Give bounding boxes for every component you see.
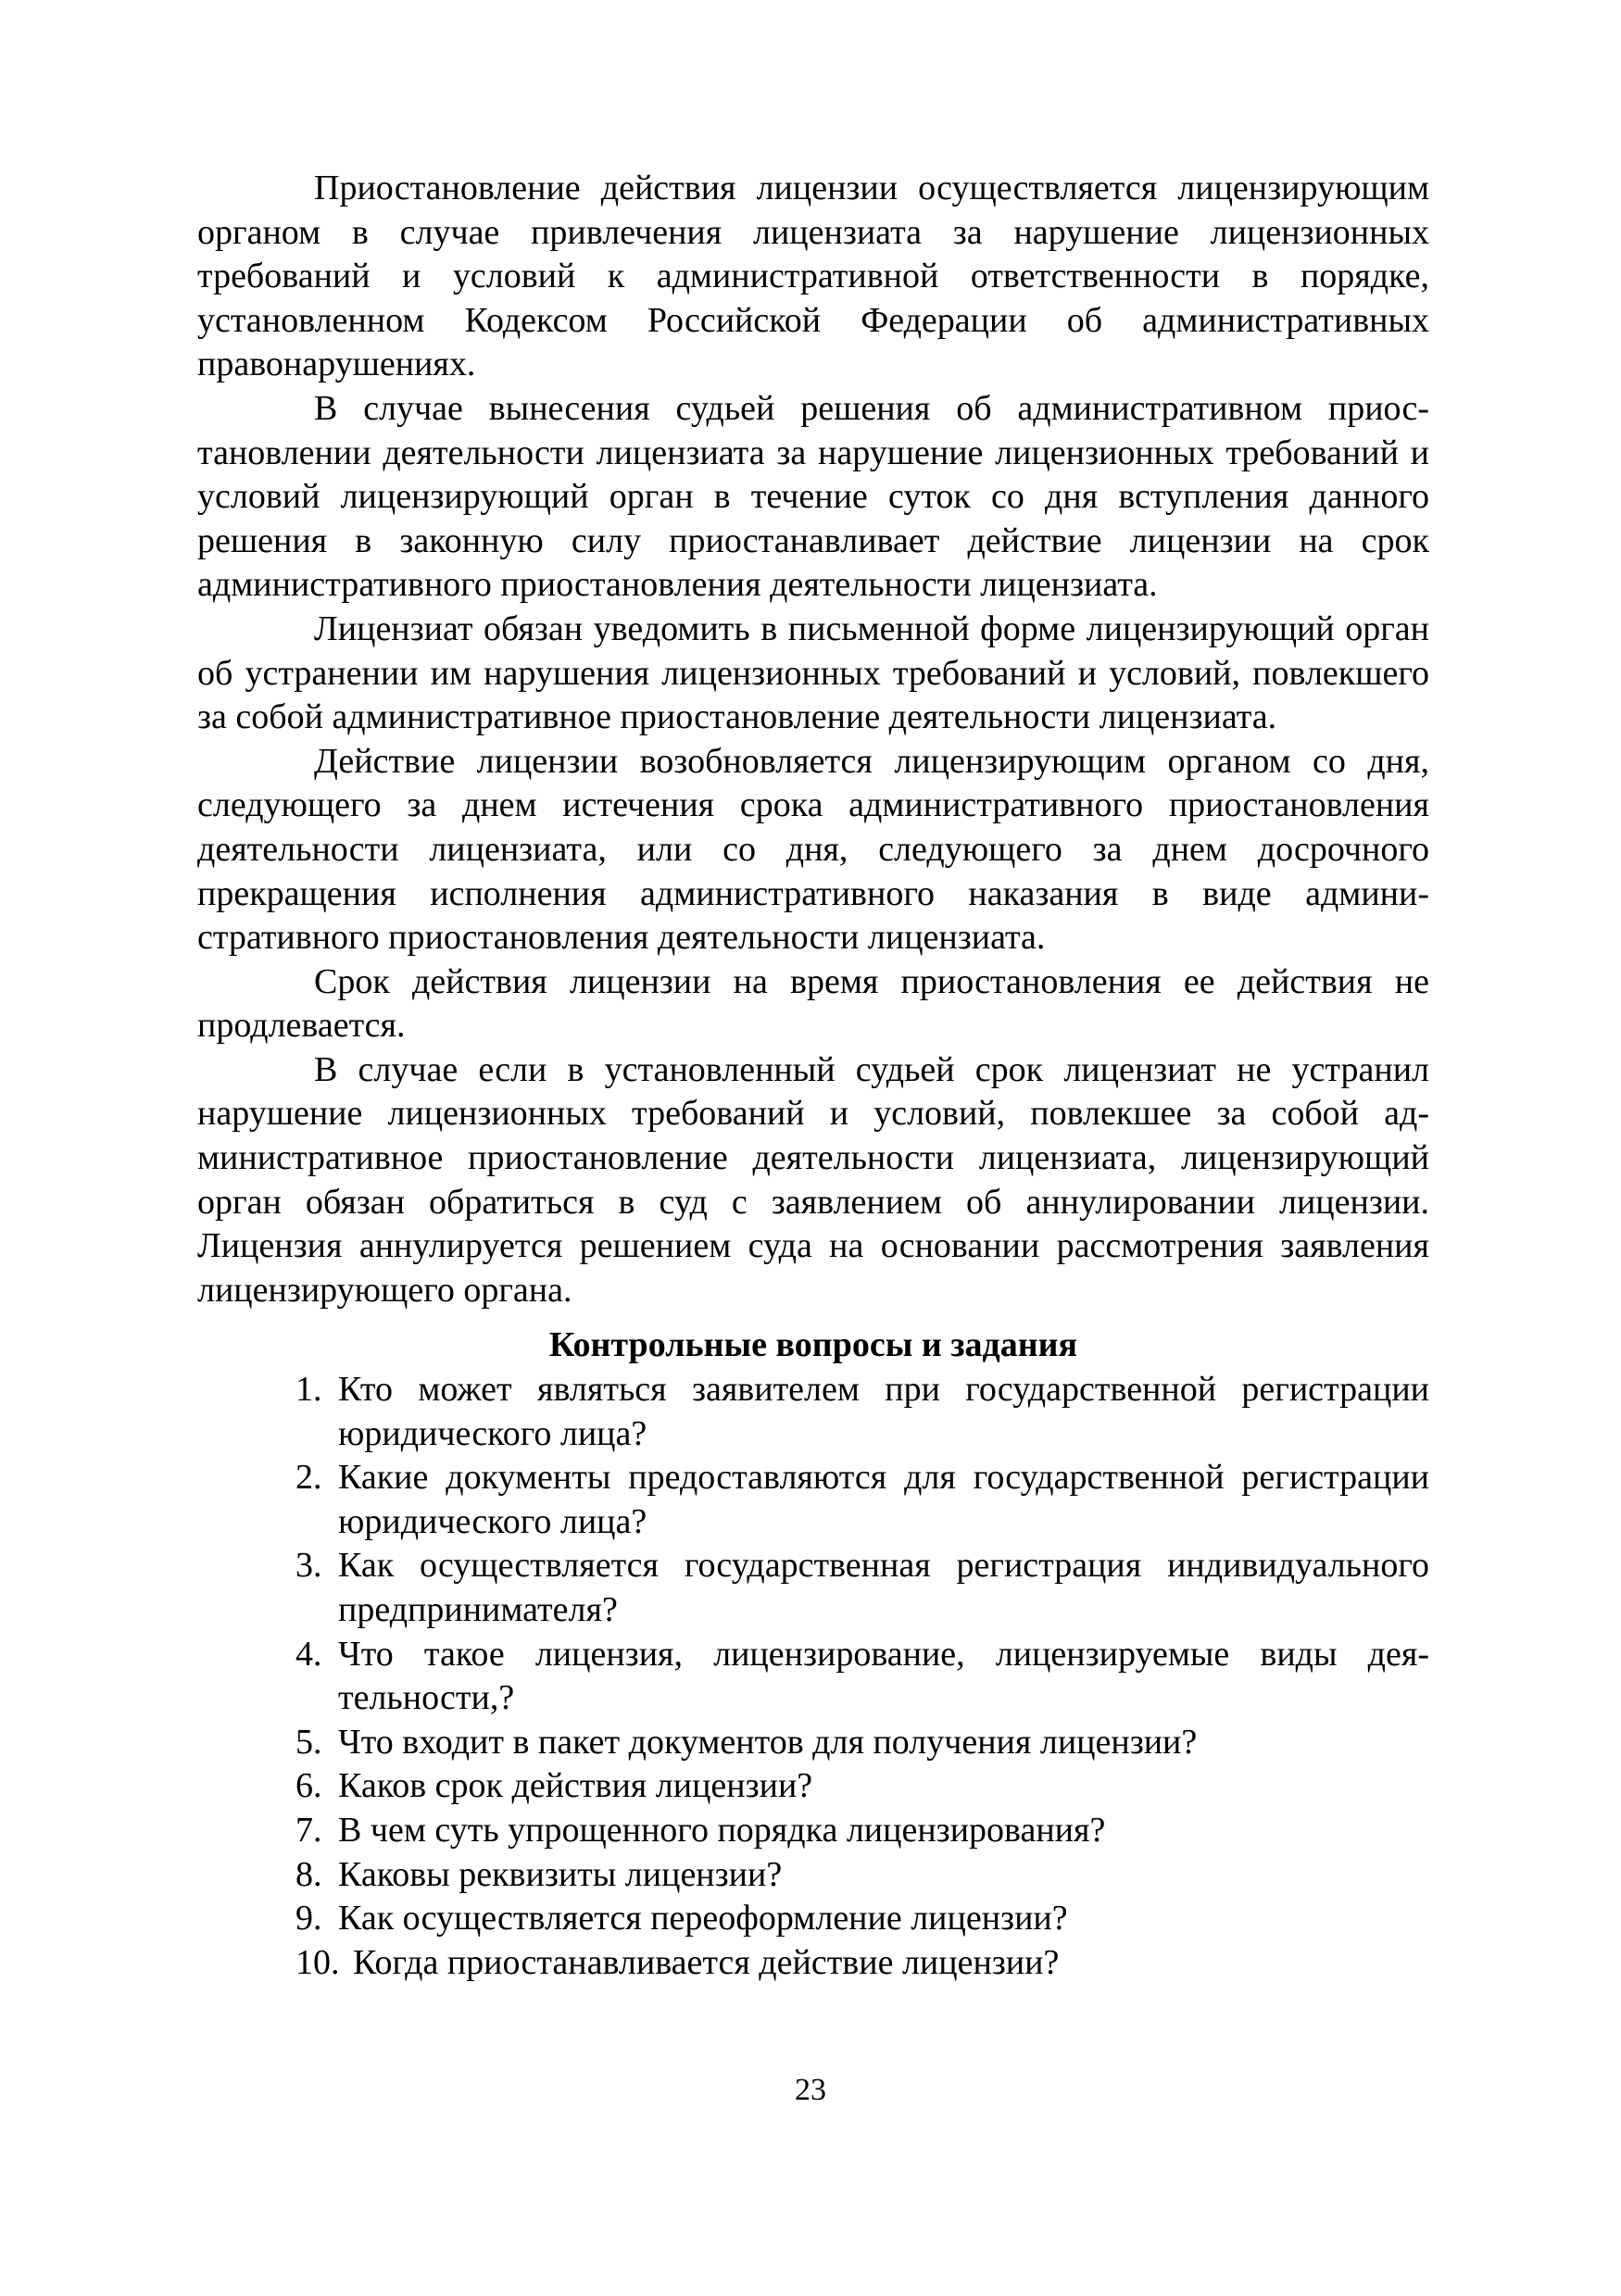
question-number: 1.	[295, 1370, 322, 1410]
question-text: Каковы реквизиты лицензии?	[338, 1854, 783, 1894]
question-item-7	[295, 1809, 1429, 1853]
question-text: В чем суть упрощенного порядка лицензирования?	[338, 1810, 1106, 1850]
question-item-1	[295, 1368, 1429, 1456]
section-heading: Контрольные вопросы и задания	[548, 1325, 1078, 1365]
question-number: 5.	[295, 1722, 322, 1762]
question-text: Что такое лицензия, лицензирование, лицензируемые виды деятельности,?	[338, 1634, 1429, 1718]
question-number: 9.	[295, 1899, 322, 1938]
question-number: 7.	[295, 1810, 322, 1850]
question-number: 2.	[295, 1458, 322, 1498]
question-text: Какие документы предоставляются для государственной регистрации юридического лица?	[338, 1458, 1429, 1541]
question-number: 4.	[295, 1634, 322, 1674]
question-text: Как осуществляется переоформление лицензии?	[338, 1899, 1068, 1938]
questions-list	[197, 1368, 1429, 1985]
question-item-8	[295, 1853, 1429, 1898]
question-number: 3.	[295, 1546, 322, 1586]
question-item-9	[295, 1897, 1429, 1941]
question-item-6	[295, 1764, 1429, 1809]
question-text: Что входит в пакет документов для получения лицензии?	[338, 1722, 1198, 1762]
question-text: Кто может являться заявителем при государственной регистрации юридического лица?	[338, 1370, 1429, 1453]
paragraph-4: Действие лицензии возобновляется лицензирующим органом со дня, следующего за днем истечения срока административного приостановления деятельности лицензиата, или со дня, следующего за днем досрочного прекращения исполнения административного наказания в виде административного приостановления деятельности лицензиата.	[197, 741, 1429, 958]
question-text: Каков срок действия лицензии?	[338, 1766, 813, 1806]
question-item-2	[295, 1456, 1429, 1544]
page-number: 23	[795, 2073, 826, 2107]
question-text: Как осуществляется государственная регистрация индивидуального предпринимателя?	[338, 1546, 1429, 1629]
question-text: Когда приостанавливается действие лицензии?	[353, 1942, 1060, 1982]
question-number: 6.	[295, 1766, 322, 1806]
page-body	[197, 167, 1429, 1985]
paragraph-6: В случае если в установленный судьей срок лицензиат не устранил нарушение лицензионных требований и условий, повлекшее за собой административное приостановление деятельности лицензиата, лицензирующий орган обязан обратиться в суд с заявлением об аннулировании лицензии. Лицензия аннулируется решением суда на основании рассмотрения заявления лицензирующего органа.	[197, 1049, 1429, 1310]
question-item-5	[295, 1721, 1429, 1765]
question-number: 10.	[295, 1942, 340, 1982]
paragraph-3: Лицензиат обязан уведомить в письменной форме лицензирующий орган об устранении им нарушения лицензионных требований и условий, повлекшего за собой административное приостановление деятельности лицензиата.	[197, 609, 1429, 737]
paragraph-2: В случае вынесения судьей решения об административном приостановлении деятельности лицензиата за нарушение лицензионных требований и условий лицензирующий орган в течение суток со дня вступления данного решения в законную силу приостанавливает действие лицензии на срок административного приостановления деятельности лицензиата.	[197, 388, 1429, 605]
question-item-3	[295, 1544, 1429, 1632]
paragraph-5: Срок действия лицензии на время приостановления ее действия не продлевается.	[197, 961, 1429, 1046]
question-item-10	[295, 1941, 1429, 1986]
question-item-4	[295, 1633, 1429, 1721]
question-number: 8.	[295, 1854, 322, 1894]
paragraph-1: Приостановление действия лицензии осуществляется лицензирующим органом в случае привлечения лицензиата за нарушение лицензионных требований и условий к административной ответственности в порядке, установленном Кодексом Российской Федерации об административных правонарушениях.	[197, 169, 1429, 384]
